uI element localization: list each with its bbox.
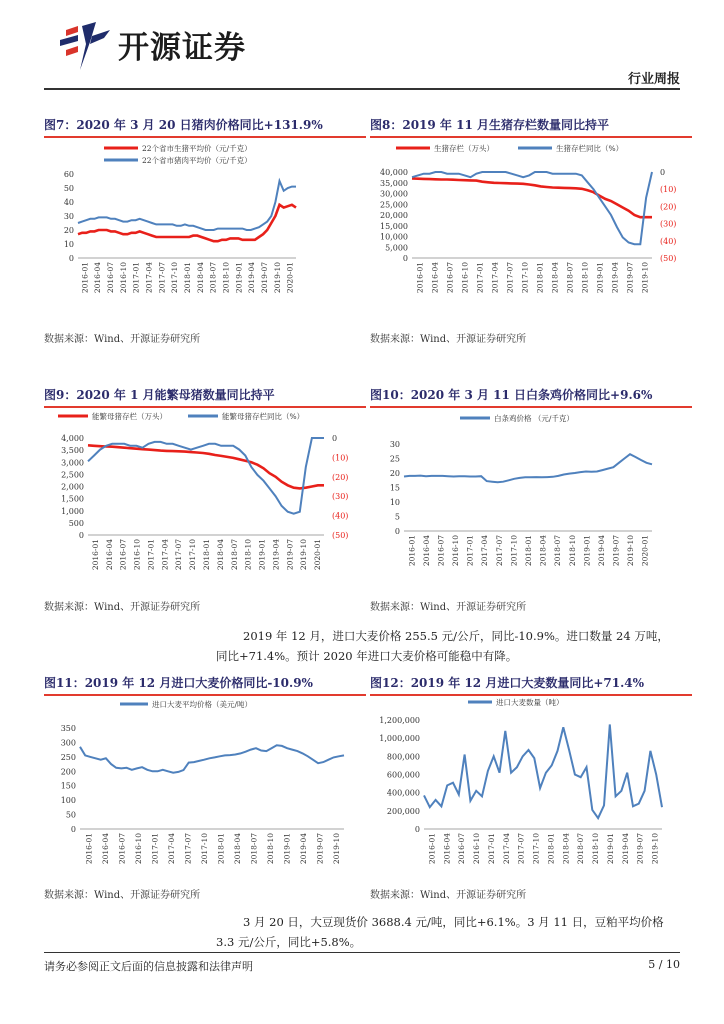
x-tick-label: 2017-01: [475, 262, 485, 294]
x-tick-label: 2019-07: [625, 262, 635, 294]
y-tick-label: 10: [389, 498, 400, 507]
x-tick-label: 2016-01: [407, 535, 417, 567]
x-tick-label: 2018-04: [195, 262, 205, 294]
figure-11: [44, 674, 366, 924]
x-tick-label: 2017-01: [465, 535, 475, 567]
series-line: [78, 181, 296, 230]
legend-label: 能繁母猪存栏同比（%）: [222, 412, 305, 421]
figure-source: 数据来源：Wind、开源证券研究所: [370, 334, 527, 345]
x-tick-label: 2016-01: [427, 833, 437, 865]
series-line: [78, 205, 296, 241]
x-tick-label: 2019-04: [247, 262, 257, 294]
y-tick-label: 10: [63, 240, 74, 249]
x-tick-label: 2019-04: [610, 262, 620, 294]
x-tick-label: 2018-07: [208, 262, 218, 294]
x-tick-label: 2017-07: [494, 535, 504, 567]
figure-title: 图8：2019 年 11 月生猪存栏数量同比持平: [370, 118, 609, 132]
y-tick-label: 250: [60, 752, 76, 762]
header-divider: [44, 88, 680, 90]
y-tick-label: 35,000: [380, 178, 408, 188]
x-tick-label: 2019-10: [272, 262, 282, 294]
y-tick-label: 25,000: [380, 200, 408, 210]
x-tick-label: 2019-01: [605, 833, 615, 865]
x-tick-label: 2019-01: [595, 262, 605, 294]
figure-source: 数据来源：Wind、开源证券研究所: [370, 602, 527, 613]
figure-title: 图7：2020 年 3 月 20 日猪肉价格同比+131.9%: [44, 118, 323, 132]
chart-barley-price: [44, 698, 366, 884]
y-tick-label: 400,000: [386, 788, 420, 798]
y-tick-label: 20: [63, 226, 74, 235]
x-tick-label: 2016-01: [80, 262, 90, 294]
y-tick-label: 2,500: [61, 470, 84, 480]
x-tick-label: 2016-04: [93, 262, 103, 294]
y-tick-label: 0: [68, 254, 74, 263]
y-tick-label: 40,000: [380, 168, 408, 177]
x-tick-label: 2017-01: [146, 539, 156, 571]
figure-9: [44, 386, 366, 616]
x-tick-label: 2018-01: [524, 535, 533, 567]
y2-tick-label: 0: [332, 434, 338, 443]
paragraph-barley: [243, 626, 683, 646]
x-tick-label: 2017-10: [520, 262, 530, 294]
x-tick-label: 2019-10: [640, 262, 650, 294]
x-tick-label: 2018-10: [265, 833, 275, 865]
y-tick-label: 50: [65, 810, 76, 820]
series-line: [80, 745, 344, 772]
chart-barley-volume: [370, 698, 692, 884]
y-tick-label: 0: [394, 527, 400, 536]
y2-tick-label: (10): [332, 453, 349, 463]
legend-label: 22个省市生猪平均价（元/千克）: [142, 144, 252, 153]
report-type: 行业周报: [627, 72, 680, 87]
series-line: [88, 445, 324, 488]
figure-10: [370, 386, 692, 616]
x-tick-label: 2016-10: [133, 833, 143, 865]
y2-tick-label: (40): [660, 236, 677, 246]
paragraph-soybean-cont: [216, 932, 656, 952]
x-tick-label: 2018-10: [580, 262, 590, 294]
x-tick-label: 2019-01: [582, 535, 592, 567]
y-tick-label: 5,000: [385, 243, 408, 253]
y-tick-label: 150: [60, 781, 76, 791]
footer-divider: [44, 952, 680, 953]
legend-label: 进口大麦数量（吨）: [496, 698, 564, 707]
y-tick-label: 100: [60, 796, 76, 806]
series-line: [412, 179, 652, 218]
paragraph-line: 3.3 元/公斤，同比+5.8%。: [216, 935, 362, 949]
y-tick-label: 15: [389, 483, 400, 493]
paragraph-line: 3 月 20 日，大豆现货价 3688.4 元/吨，同比+6.1%。3 月 11 日，豆粕平均价格: [243, 915, 664, 929]
y-tick-label: 60: [63, 170, 74, 179]
x-tick-label: 2017-01: [131, 262, 141, 294]
footer-disclaimer: 请务必参阅正文后面的信息披露和法律声明: [44, 960, 253, 973]
x-tick-label: 2016-04: [430, 262, 440, 294]
x-tick-label: 2019-10: [299, 539, 309, 571]
y2-tick-label: (50): [660, 254, 677, 263]
x-tick-label: 2016-07: [457, 833, 467, 865]
x-tick-label: 2019-01: [282, 833, 292, 865]
figure-title: 图11：2019 年 12 月进口大麦价格同比-10.9%: [44, 676, 313, 690]
x-tick-label: 2018-07: [553, 535, 563, 567]
x-tick-label: 2017-04: [160, 539, 170, 571]
x-tick-label: 2018-10: [591, 833, 601, 865]
figure-12: [370, 674, 692, 924]
x-tick-label: 2016-01: [90, 539, 100, 571]
x-tick-label: 2019-01: [257, 539, 267, 571]
y2-tick-label: (30): [332, 492, 349, 502]
paragraph-line: 同比+71.4%。预计 2020 年进口大麦价格可能稳中有降。: [216, 649, 518, 663]
series-line: [404, 454, 652, 482]
x-tick-label: 2016-10: [472, 833, 482, 865]
x-tick-label: 2017-10: [199, 833, 209, 865]
x-tick-label: 2019-10: [626, 535, 636, 567]
x-tick-label: 2017-07: [183, 833, 193, 865]
x-tick-label: 2019-10: [650, 833, 660, 865]
x-tick-label: 2016-07: [106, 262, 116, 294]
y-tick-label: 600,000: [386, 770, 420, 780]
x-tick-label: 2017-04: [480, 535, 490, 567]
x-tick-label: 2017-07: [157, 262, 167, 294]
x-tick-label: 2016-07: [436, 535, 446, 567]
x-tick-label: 2018-07: [565, 262, 575, 294]
x-tick-label: 2016-04: [100, 833, 110, 865]
y-tick-label: 15,000: [380, 221, 408, 231]
y-tick-label: 200,000: [386, 806, 420, 816]
chart-pork-price: [44, 140, 366, 320]
x-tick-label: 2016-01: [84, 833, 94, 865]
chart-hog-inventory: [370, 140, 692, 320]
x-tick-label: 2019-04: [271, 539, 281, 571]
legend-label: 22个省市猪肉平均价（元/千克）: [142, 156, 252, 165]
y-tick-label: 40: [63, 198, 74, 207]
x-tick-label: 2018-10: [567, 535, 577, 567]
y-tick-label: 4,000: [61, 434, 84, 443]
y2-tick-label: 0: [660, 168, 666, 177]
x-tick-label: 2018-01: [535, 262, 545, 294]
x-tick-label: 2018-07: [576, 833, 586, 865]
x-tick-label: 2019-04: [620, 833, 630, 865]
y-tick-label: 500: [68, 518, 84, 528]
company-name: 开源证券: [118, 30, 246, 66]
figure-source: 数据来源：Wind、开源证券研究所: [44, 334, 201, 345]
x-tick-label: 2017-10: [188, 539, 198, 571]
chart-sow-inventory: [44, 410, 366, 590]
x-tick-label: 2018-04: [561, 833, 571, 865]
x-tick-label: 2019-01: [234, 262, 244, 294]
y-tick-label: 200: [60, 767, 76, 777]
x-tick-label: 2018-01: [546, 833, 556, 865]
y-tick-label: 10,000: [380, 232, 408, 242]
y-tick-label: 0: [78, 531, 84, 540]
y-tick-label: 25: [389, 454, 400, 464]
x-tick-label: 2019-07: [635, 833, 645, 865]
paragraph-soybean: [243, 912, 683, 932]
company-logo-mark: [56, 22, 116, 70]
y2-tick-label: (10): [660, 185, 677, 195]
y2-tick-label: (20): [660, 202, 677, 212]
y-tick-label: 50: [63, 184, 74, 193]
x-tick-label: 2019-07: [285, 539, 295, 571]
x-tick-label: 2018-01: [183, 262, 192, 294]
legend-label: 能繁母猪存栏（万头）: [92, 412, 167, 421]
x-tick-label: 2016-04: [104, 539, 114, 571]
figure-title: 图12：2019 年 12 月进口大麦数量同比+71.4%: [370, 676, 645, 690]
figure-source: 数据来源：Wind、开源证券研究所: [44, 602, 201, 613]
x-tick-label: 2018-10: [221, 262, 231, 294]
y-tick-label: 0: [70, 825, 76, 834]
y-tick-label: 0: [402, 254, 408, 263]
x-tick-label: 2017-07: [505, 262, 515, 294]
paragraph-barley-cont: [216, 646, 656, 666]
x-tick-label: 2017-04: [144, 262, 154, 294]
figure-7: [44, 116, 366, 346]
x-tick-label: 2018-01: [216, 833, 226, 865]
y-tick-label: 1,000,000: [379, 734, 420, 744]
x-tick-label: 2017-10: [170, 262, 180, 294]
x-tick-label: 2019-07: [315, 833, 325, 865]
x-tick-label: 2020-01: [640, 535, 650, 567]
y-tick-label: 0: [414, 825, 420, 834]
legend-label: 白条鸡价格 （元/千克）: [494, 414, 574, 423]
x-tick-label: 2018-07: [249, 833, 259, 865]
x-tick-label: 2017-01: [486, 833, 496, 865]
series-line: [412, 172, 652, 244]
x-tick-label: 2017-04: [166, 833, 176, 865]
x-tick-label: 2017-01: [150, 833, 160, 865]
figure-source: 数据来源：Wind、开源证券研究所: [370, 890, 527, 901]
y-tick-label: 1,200,000: [379, 716, 420, 725]
x-tick-label: 2019-04: [596, 535, 606, 567]
paragraph-line: 2019 年 12 月，进口大麦价格 255.5 元/公斤，同比-10.9%。进口数量 24 万吨，: [243, 629, 669, 643]
y-tick-label: 30: [389, 440, 400, 449]
y-tick-label: 5: [394, 512, 400, 522]
x-tick-label: 2017-04: [490, 262, 500, 294]
page-number: 5 / 10: [648, 958, 680, 971]
series-line: [88, 438, 324, 514]
legend-label: 进口大麦平均价格（美元/吨）: [152, 700, 253, 709]
x-tick-label: 2017-04: [501, 833, 511, 865]
x-tick-label: 2017-10: [531, 833, 541, 865]
x-tick-label: 2016-04: [442, 833, 452, 865]
x-tick-label: 2016-10: [132, 539, 142, 571]
chart-chicken-price: [370, 410, 692, 590]
y-tick-label: 20,000: [380, 211, 408, 220]
figure-title: 图10：2020 年 3 月 11 日白条鸡价格同比+9.6%: [370, 388, 653, 402]
x-tick-label: 2016-07: [117, 833, 127, 865]
series-line: [424, 725, 662, 819]
x-tick-label: 2017-07: [516, 833, 526, 865]
y-tick-label: 1,500: [61, 494, 84, 504]
y-tick-label: 300: [60, 738, 76, 748]
x-tick-label: 2020-01: [313, 539, 323, 571]
x-tick-label: 2016-07: [118, 539, 128, 571]
x-tick-label: 2016-10: [460, 262, 470, 294]
x-tick-label: 2018-04: [215, 539, 225, 571]
x-tick-label: 2018-04: [232, 833, 242, 865]
x-tick-label: 2018-07: [229, 539, 239, 571]
x-tick-label: 2018-04: [538, 535, 548, 567]
legend-label: 生猪存栏（万头）: [434, 144, 494, 153]
x-tick-label: 2016-01: [415, 262, 425, 294]
x-tick-label: 2019-04: [298, 833, 308, 865]
y-tick-label: 800,000: [386, 752, 420, 762]
x-tick-label: 2016-10: [118, 262, 128, 294]
y-tick-label: 2,000: [61, 482, 84, 492]
legend-label: 生猪存栏同比（%）: [556, 144, 624, 153]
y-tick-label: 20: [389, 469, 400, 478]
x-tick-label: 2020-01: [285, 262, 295, 294]
x-tick-label: 2016-04: [421, 535, 431, 567]
x-tick-label: 2019-07: [611, 535, 621, 567]
x-tick-label: 2019-10: [331, 833, 341, 865]
y-tick-label: 30,000: [380, 189, 408, 199]
figure-source: 数据来源：Wind、开源证券研究所: [44, 890, 201, 901]
y2-tick-label: (20): [332, 472, 349, 482]
x-tick-label: 2018-10: [243, 539, 253, 571]
x-tick-label: 2016-07: [445, 262, 455, 294]
x-tick-label: 2017-07: [174, 539, 184, 571]
y2-tick-label: (50): [332, 531, 349, 540]
y-tick-label: 3,500: [61, 446, 84, 456]
x-tick-label: 2017-10: [509, 535, 519, 567]
y2-tick-label: (30): [660, 219, 677, 229]
y-tick-label: 350: [60, 724, 76, 733]
x-tick-label: 2019-07: [259, 262, 269, 294]
y-tick-label: 1,000: [61, 506, 84, 516]
figure-8: [370, 116, 692, 346]
y2-tick-label: (40): [332, 511, 349, 521]
x-tick-label: 2016-10: [451, 535, 461, 567]
y-tick-label: 3,000: [61, 458, 84, 468]
figure-title: 图9：2020 年 1 月能繁母猪数量同比持平: [44, 388, 275, 402]
x-tick-label: 2018-01: [202, 539, 211, 571]
x-tick-label: 2018-04: [550, 262, 560, 294]
y-tick-label: 30: [63, 212, 74, 221]
